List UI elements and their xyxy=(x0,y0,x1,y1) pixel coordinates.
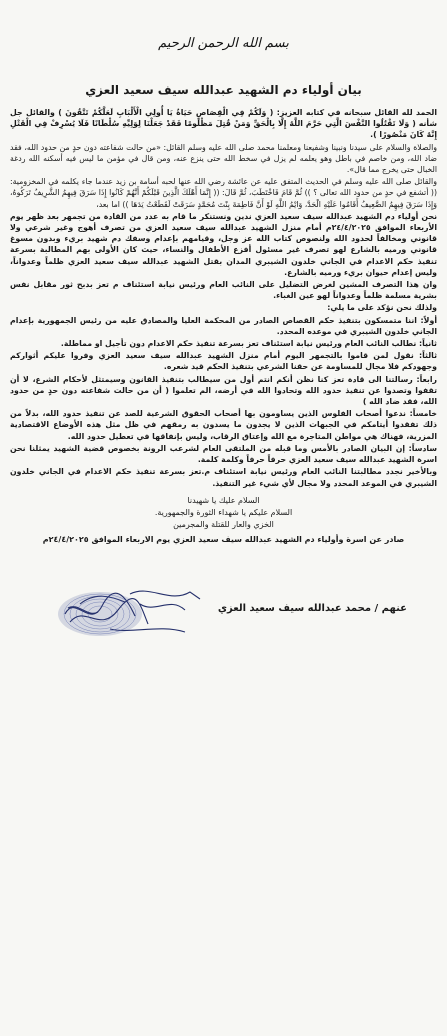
point-third: ثالثاً: نقول لمن قاموا بالتجمهر اليوم أمام منزل الشهيد عبدالله سيف سعيد العزي وفروا عليكم أثواركم وجهودكم فلا مجال للمساومة عن حقنا الشرعي بتنفيذ الحكم قيد شعره. xyxy=(10,351,437,372)
misconduct-paragraph: وان هذا التصرف المشين لغرض التضليل على النائب العام ورئيس نيابة استئناف م تعز بدبح ثور مقابل نفس بشرية مسلمة ظلماً وعدواناً لهو عين الغباء. xyxy=(10,280,437,301)
condemnation-paragraph: نحن أولياء دم الشهيد عبدالله سيف سعيد العزي ندين ونستنكر ما قام به عدد من القادة من تجمهر بعد ظهر يوم الأربعاء الموافق ٢٤/٤/٢٠٢٥م أمام منزل الشهيد عبدالله سيف سعيد العزي من تصرف أهوج وغير شرعي ولا قانوني ومخالفاً لحدود الله ولنصوص كتاب الله عز وجل، وقيامهم بإعدام وسفك دم شهيد بريء وبدون مسوغ قانوني ورميه بالشارع لهو تصرف غير مسئول أفزع الأطفال والنساء، حيث كان الأولى بهم المطالبة بسرعة تنفيذ حكم الاعدام في الجاني خلدون الشيبري المدان بقتل الشهيد عبدالله سيف سعيد العزي ظلماً وعدواناً، وليس إعدام حيوان بريء ورميه بالشارع. xyxy=(10,211,437,277)
hadith-paragraph-2: والقائل صلى الله عليه وسلم في الحديث المتفق عليه عن عائشة رضي الله عنها لحبه أسامة بن زيد عندما جاء يكلمه في المخزومية: (( أتشفع في حدٍ من حدود الله تعالى ؟ )) ثُمَّ قَامَ فَاخْتَطَبَ، ثُمَّ قَالَ: (( إِنَّمَا أَهْلَكَ الَّذِينَ قَبْلَكُمْ أَنَّهُمْ كَانُوا إِذَا سَرَقَ فِيهِمُ الشَّرِيفُ تَرَكُوهُ، وَإِذَا سَرَقَ فِيهِمُ الضَّعِيفُ أَقَامُوا عَلَيْهِ الْحَدَّ، وَايْمُ اللَّهِ لَوْ أَنَّ فَاطِمَةَ بِنْتَ مُحَمَّدٍ سَرَقَتْ لَقَطَعْتُ يَدَهَا )) اما بعد، xyxy=(10,177,437,209)
document-body xyxy=(10,107,437,489)
closing-line: السلام عليكم يا شهداء الثورة والجمهورية. xyxy=(154,507,293,517)
basmala-heading: بسم الله الرحمن الرحيم xyxy=(158,36,289,51)
hadith-paragraph: والصلاة والسلام على سيدنا ونبينا وشفيعنا ومعلمنا محمد صلى الله عليه وسلم القائل: «من حالت شفاعته دون حدٍ من حدود الله، فقد ضاد الله، ومن خاصم في باطل وهو يعلمه لم يزل في سخط الله حتى ينزع عنه، ومن قال في مؤمن ما ليس فيه أسكنه الله ردغة الخبال حتى يخرج مما قال». xyxy=(10,142,437,175)
document-title: بيان أولياء دم الشهيد عبدالله سيف سعيد العزي xyxy=(85,83,362,97)
issued-statement: صادر عن اسرة وأولياء دم الشهيد عبدالله سيف سعيد العزي يوم الاربعاء الموافق ٢٤/٤/٢٠٢٥م xyxy=(42,534,405,544)
point-second: ثانياً: نطالب النائب العام ورئيس نيابة استئناف تعز بسرعة تنفيذ حكم الاعدام دون تأجيل او مماطلة. xyxy=(60,339,437,349)
signatory-name: عنهم / محمد عبدالله سيف سعيد العزي xyxy=(217,603,407,615)
signature-block xyxy=(10,574,437,644)
point-sixth: سادساً: إن البيان الصادر بالأمس وما قبله من الملتقى العام لشرعب الرونة بخصوص قضية الشهيد يمثلنا نحن اسرة الشهيد عبدالله سيف سعيد العزي حرفاً حرفاً وكلمة كلمة. xyxy=(10,443,437,465)
final-demand: وبالأخير نجدد مطالبتنا النائب العام ورئيس نيابة استئناف م.تعز بسرعة تنفيذ حكم الاعدام في الجاني خلدون الشيبري في الموعد المحدد ولا مجال لأي شيء غير التنفيذ. xyxy=(10,467,437,488)
quran-paragraph: الحمد لله القائل سبحانه في كتابه العزيز: ( وَلَكُمْ فِي الْقِصَاصِ حَيَاةٌ يَا أُولِي الْأَلْبَابِ لَعَلَّكُمْ تَتَّقُونَ ) والقائل جل شأنه ( وَلَا تَقْتُلُوا النَّفْسَ الَّتِي حَرَّمَ اللَّهُ إِلَّا بِالْحَقِّ وَمَنْ قُتِلَ مَظْلُومًا فَقَدْ جَعَلْنَا لِوَلِيِّهِ سُلْطَانًا فَلَا يُسْرِفْ فِي الْقَتْلِ إِنَّهُ كَانَ مَنْصُورًا ). xyxy=(10,108,437,140)
closing-line: الخزي والعار للقتلة والمجرمين xyxy=(173,519,274,529)
closing-line: السلام عليك يا شهيدنا xyxy=(187,495,260,505)
point-fourth: رابعاً: رسالتنا الى قادة تعز كنا نظن أنكم انتم أول من سيطالب بتنفيذ القانون وسيمتثل لأحكام الشرع، لا أن تقفوا وتصدوا عن تنفيذ حدود الله وتحادوا الله في أرضه، الم تعلموا ( أن من حالت شفاعته دون حدٍ من حدود الله، فقد ضاد الله ) xyxy=(10,374,437,407)
point-fifth: خامساً: ندعوا أصحاب الفلوس الذين يساومون بها أصحاب الحقوق الشرعية للصد عن تنفيذ حدود الله، بدلاً من ذلك تفقدوا أيتامكم في الجبهات الذين لا يجدون ما يسدون به رمقهم في ظل مثل هذه الأوضاع الاقتصادية المزرية، فهناك هي مواطن المتاجرة مع الله وإعتاق الرقاب، وليس بإنفاقها في تعطيل حدود الله. xyxy=(10,409,437,441)
handwritten-signature-icon xyxy=(40,574,210,644)
affirmations-intro: ولذلك نحن نؤكد على ما يلي: xyxy=(327,303,437,313)
point-first: أولاً: اننا متمسكون بتنفيذ حكم القصاص الصادر من المحكمة العليا والمصادق عليه من رئيس الجمهورية بإعدام الجاني خلدون الشيبري في موعده المحدد. xyxy=(10,315,437,336)
closing-salutations xyxy=(10,495,437,531)
